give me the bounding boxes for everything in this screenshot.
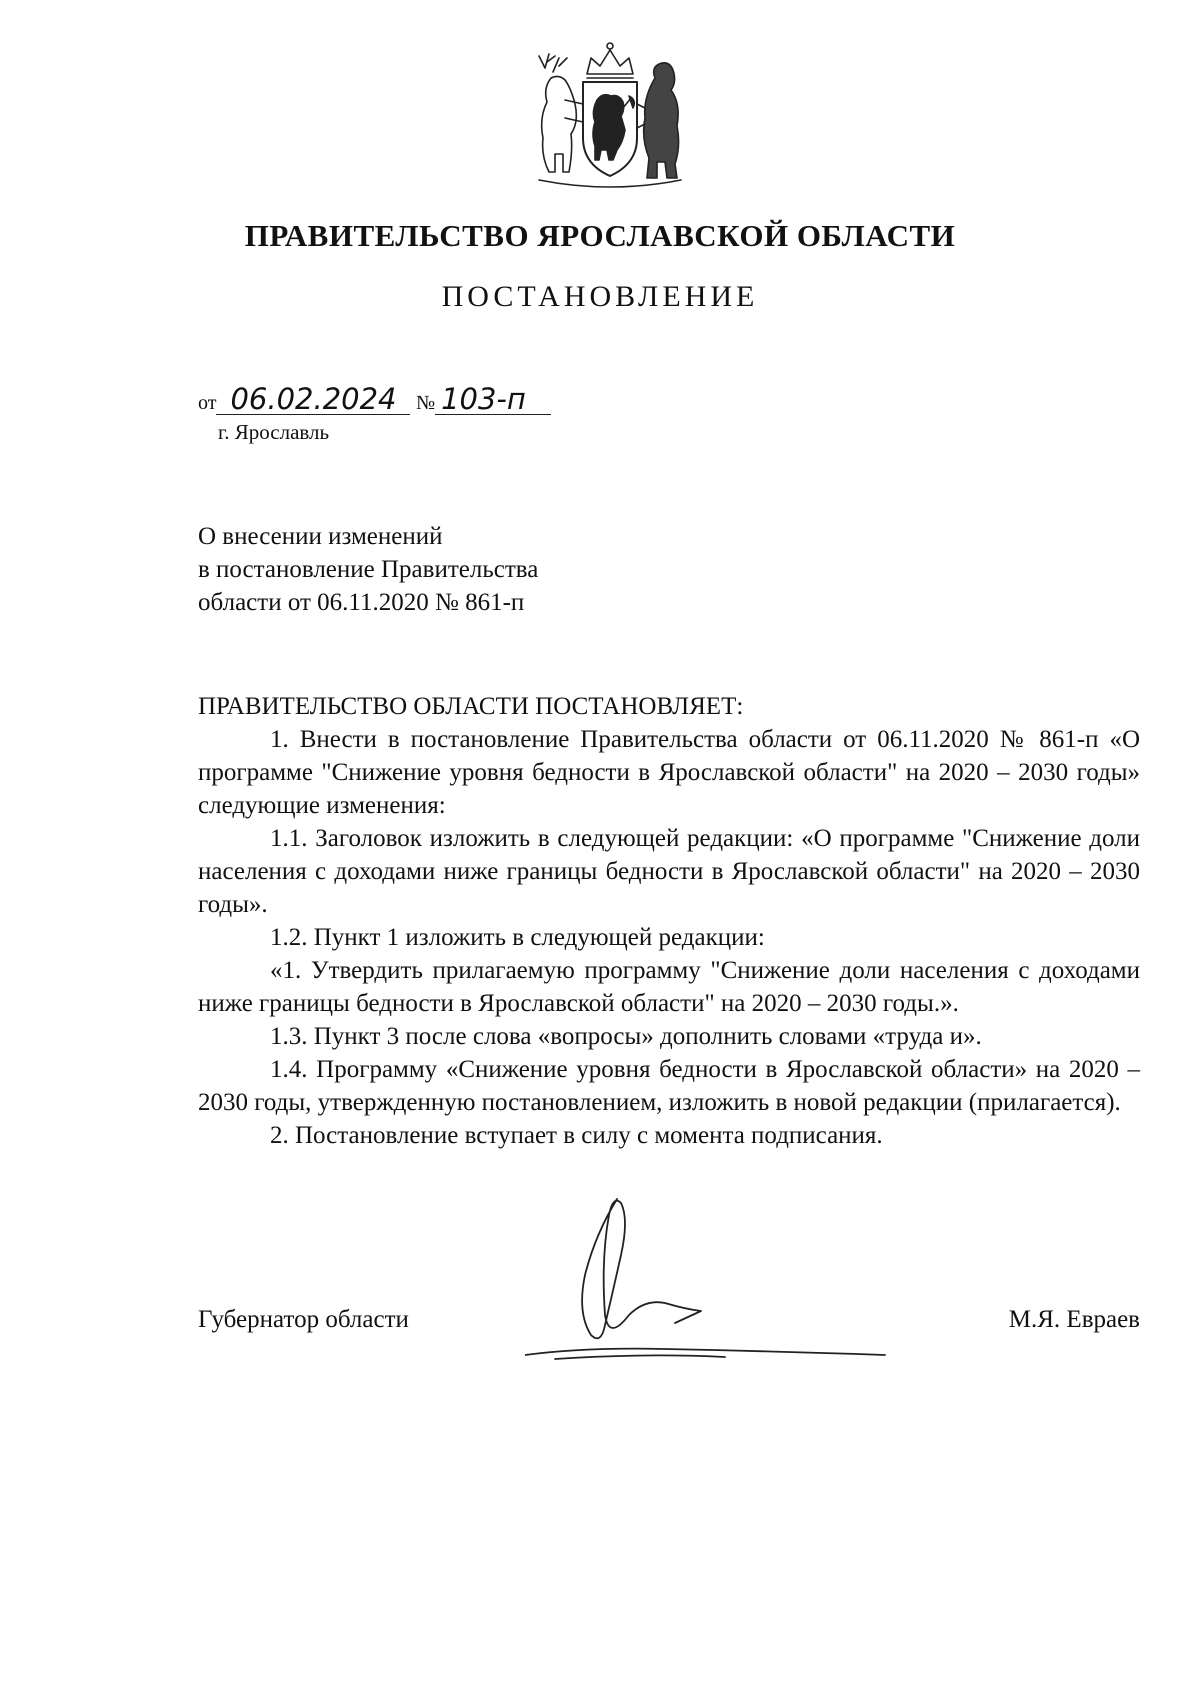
coat-of-arms-emblem	[525, 38, 695, 198]
date-label: от	[198, 392, 217, 414]
paragraph-1: 1. Внести в постановление Правительства области от 06.11.2020 № 861-п «О программе "Снижение уровня бедности в Ярославской области" на 2020 – 2030 годы» следующие изменения:	[198, 726, 1140, 819]
document-city: г. Ярославль	[218, 420, 330, 444]
subject-line: О внесении изменений	[198, 523, 443, 550]
document-body	[198, 690, 1140, 1152]
signatory-name: М.Я. Евраев	[1008, 1306, 1140, 1333]
signature-block	[198, 1306, 1140, 1340]
document-subject	[198, 520, 538, 619]
paragraph-1-3: 1.3. Пункт 3 после слова «вопросы» дополнить словами «труда и».	[270, 1023, 982, 1050]
document-number: 103-п	[435, 384, 551, 415]
document-date: 06.02.2024	[216, 384, 410, 415]
government-title: ПРАВИТЕЛЬСТВО ЯРОСЛАВСКОЙ ОБЛАСТИ	[244, 218, 956, 253]
paragraph-2: 2. Постановление вступает в силу с момента подписания.	[270, 1122, 883, 1149]
handwritten-signature	[525, 1195, 955, 1375]
document-meta	[198, 384, 551, 415]
paragraph-1-4: 1.4. Программу «Снижение уровня бедности в Ярославской области» на 2020 – 2030 годы, утвержденную постановлением, изложить в новой редакции (прилагается).	[198, 1056, 1140, 1116]
paragraph-1-2-quote: «1. Утвердить прилагаемую программу "Снижение доли населения с доходами ниже границы бедности в Ярославской области" на 2020 – 2030 годы.».	[198, 957, 1140, 1017]
paragraph-1-1: 1.1. Заголовок изложить в следующей редакции: «О программе "Снижение доли населения с доходами ниже границы бедности в Ярославской области" на 2020 – 2030 годы».	[198, 825, 1140, 918]
subject-line: в постановление Правительства	[198, 556, 539, 583]
document-type: ПОСТАНОВЛЕНИЕ	[441, 280, 759, 313]
paragraph-1-2: 1.2. Пункт 1 изложить в следующей редакции:	[270, 924, 765, 951]
subject-line: области от 06.11.2020 № 861-п	[198, 589, 525, 616]
signatory-position: Губернатор области	[198, 1306, 409, 1333]
number-label: №	[415, 392, 436, 414]
resolution-lead: ПРАВИТЕЛЬСТВО ОБЛАСТИ ПОСТАНОВЛЯЕТ:	[198, 693, 744, 720]
